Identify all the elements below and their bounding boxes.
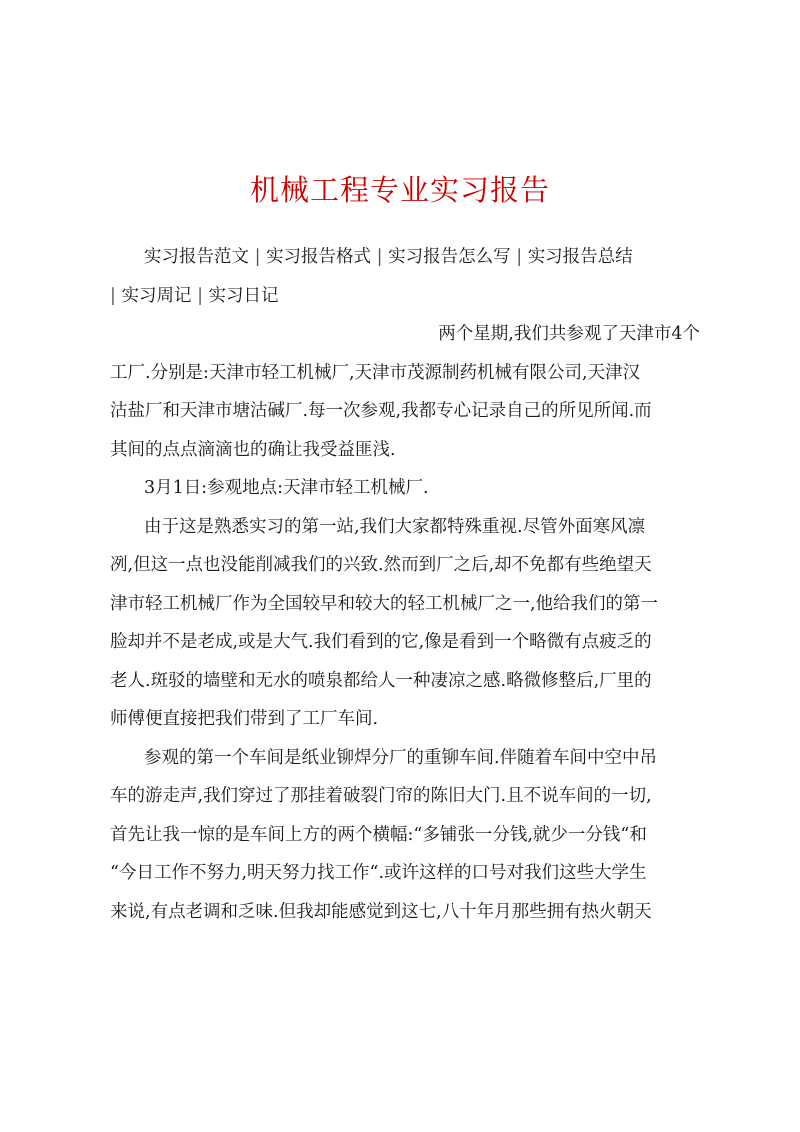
paragraph-line: 其间的点点滴滴也的确让我受益匪浅. [110,439,396,460]
paragraph-line: 两个星期,我们共参观了天津市4个 [438,324,700,344]
nav-link-report-format[interactable]: 实习报告格式 [266,247,372,267]
paragraph-line: 车的游走声,我们穿过了那挂着破裂门帘的陈旧大门.且不说车间的一切, [110,786,652,806]
paragraph-line: “今日工作不努力,明天努力找工作“.或许这样的口号对我们这些大学生 [110,863,647,883]
paragraph-line: 师傅便直接把我们带到了工厂车间. [110,709,379,729]
paragraph-line: 脸却并不是老成,或是大气.我们看到的它,像是看到一个略微有点疲乏的 [110,632,652,652]
nav-link-report-summary[interactable]: 实习报告总结 [527,247,633,267]
paragraph-line: 由于这是熟悉实习的第一站,我们大家都特殊重视.尽管外面寒风凛 [144,516,646,537]
paragraph-line: 冽,但这一点也没能削减我们的兴致.然而到厂之后,却不免都有些绝望天 [110,555,652,575]
nav-links-line-2 [110,277,700,316]
document-body [110,238,700,931]
paragraph-line: 首先让我一惊的是车间上方的两个横幅:“多铺张一分钱,就少一分钱“和 [110,824,647,845]
paragraph-line: 沽盐厂和天津市塘沽碱厂.每一次参观,我都专心记录自己的所见所闻.而 [110,401,652,421]
nav-link-weekly-journal[interactable]: 实习周记 [121,285,192,306]
nav-link-how-to-write[interactable]: 实习报告怎么写 [388,247,511,267]
nav-link-report-samples[interactable]: 实习报告范文 [144,247,249,267]
paragraph-line: 来说,有点老调和乏味.但我却能感觉到这七,八十年月那些拥有热火朝天 [110,901,652,922]
nav-separator: | [376,247,383,267]
nav-separator: | [516,247,523,267]
nav-separator: | [254,247,261,267]
paragraph-line: 3月1日:参观地点:天津市轻工机械厂. [144,478,429,498]
paragraph-line: 老人.斑驳的墙壁和无水的喷泉都给人一种凄凉之感.略微修整后,厂里的 [110,670,652,691]
nav-separator: | [197,285,203,306]
paragraph-line: 工厂.分别是:天津市轻工机械厂,天津市茂源制药机械有限公司,天津汉 [110,362,641,383]
document-title: 机械工程专业实习报告 [249,173,550,207]
paragraph-line: 津市轻工机械厂作为全国较早和较大的轻工机械厂之一,他给我们的第一 [110,593,659,614]
nav-links-line-1 [110,238,700,277]
paragraph-line: 参观的第一个车间是纸业铆焊分厂的重铆车间.伴随着车间中空中吊 [144,747,658,768]
nav-link-daily-journal[interactable]: 实习日记 [208,285,279,306]
nav-separator: | [110,285,116,306]
